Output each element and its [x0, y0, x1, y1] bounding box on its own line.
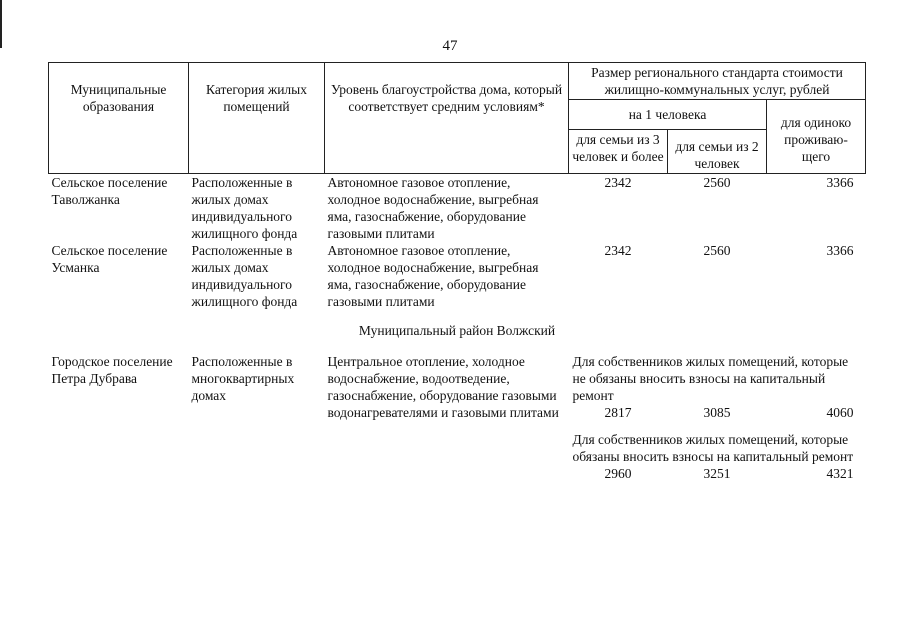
header-family-3: для семьи из 3 человек и более: [569, 130, 668, 174]
row-value-family-2: 2560: [703, 243, 731, 258]
owner-note-no-contribution: Для собственников жилых помещений, которые не обязаны вносить взносы на капитальный ремонт: [572, 354, 849, 403]
row-value-family-2: 2560: [703, 175, 731, 190]
row-value-single: 4321: [826, 466, 854, 481]
standards-table: [48, 62, 866, 482]
row-value-single: 3366: [826, 175, 854, 190]
header-standard-size: Размер регионального стандарта стоимости жилищно-коммунальных услуг, рублей: [569, 63, 866, 100]
header-family-2: для семьи из 2 человек: [668, 130, 767, 174]
row-level: Центральное отопление, холодное водоснабжение, водоотведение, газоснабжение, оборудование газовыми водонагревателями и газовыми плитами: [327, 354, 559, 420]
table-row: [49, 242, 866, 310]
row-value-single: 3366: [826, 243, 854, 258]
row-value-family-3: 2960: [604, 466, 632, 481]
row-value-single: 4060: [826, 405, 854, 420]
row-value-family-3: 2342: [604, 175, 632, 190]
row-level: Автономное газовое отопление, холодное водоснабжение, выгребная яма, газоснабжение, оборудование газовыми плитами: [327, 175, 539, 241]
owner-note-with-contribution: Для собственников жилых помещений, которые обязаны вносить взносы на капитальный ремонт: [572, 432, 854, 464]
table-row: [49, 174, 866, 243]
row-level: Автономное газовое отопление, холодное водоснабжение, выгребная яма, газоснабжение, оборудование газовыми плитами: [327, 243, 539, 309]
page-edge-line: [0, 0, 2, 48]
district-heading: Муниципальный район Волжский: [358, 323, 556, 338]
row-municipality: Сельское поселение Усманка: [51, 243, 168, 275]
row-category: Расположенные в жилых домах индивидуального жилищного фонда: [191, 175, 298, 241]
page-number: 47: [442, 38, 458, 54]
district-heading-row: [49, 310, 866, 353]
row-value-family-2: 3085: [703, 405, 731, 420]
row-category: Расположенные в многоквартирных домах: [191, 354, 295, 403]
row-value-family-2: 3251: [703, 466, 731, 481]
header-per-person: на 1 человека: [569, 100, 767, 130]
row-value-family-3: 2342: [604, 243, 632, 258]
header-single: для одиноко проживаю-щего: [767, 100, 866, 174]
row-category: Расположенные в жилых домах индивидуального жилищного фонда: [191, 243, 298, 309]
header-level: Уровень благоустройства дома, который соответствует средним условиям*: [325, 63, 569, 174]
row-municipality: Сельское поселение Таволжанка: [51, 175, 168, 207]
header-category: Категория жилых помещений: [189, 63, 325, 174]
header-municipality: Муниципальные образования: [49, 63, 189, 174]
row-municipality: Городское поселение Петра Дубрава: [51, 354, 173, 386]
table-row: [49, 353, 866, 404]
row-value-family-3: 2817: [604, 405, 632, 420]
